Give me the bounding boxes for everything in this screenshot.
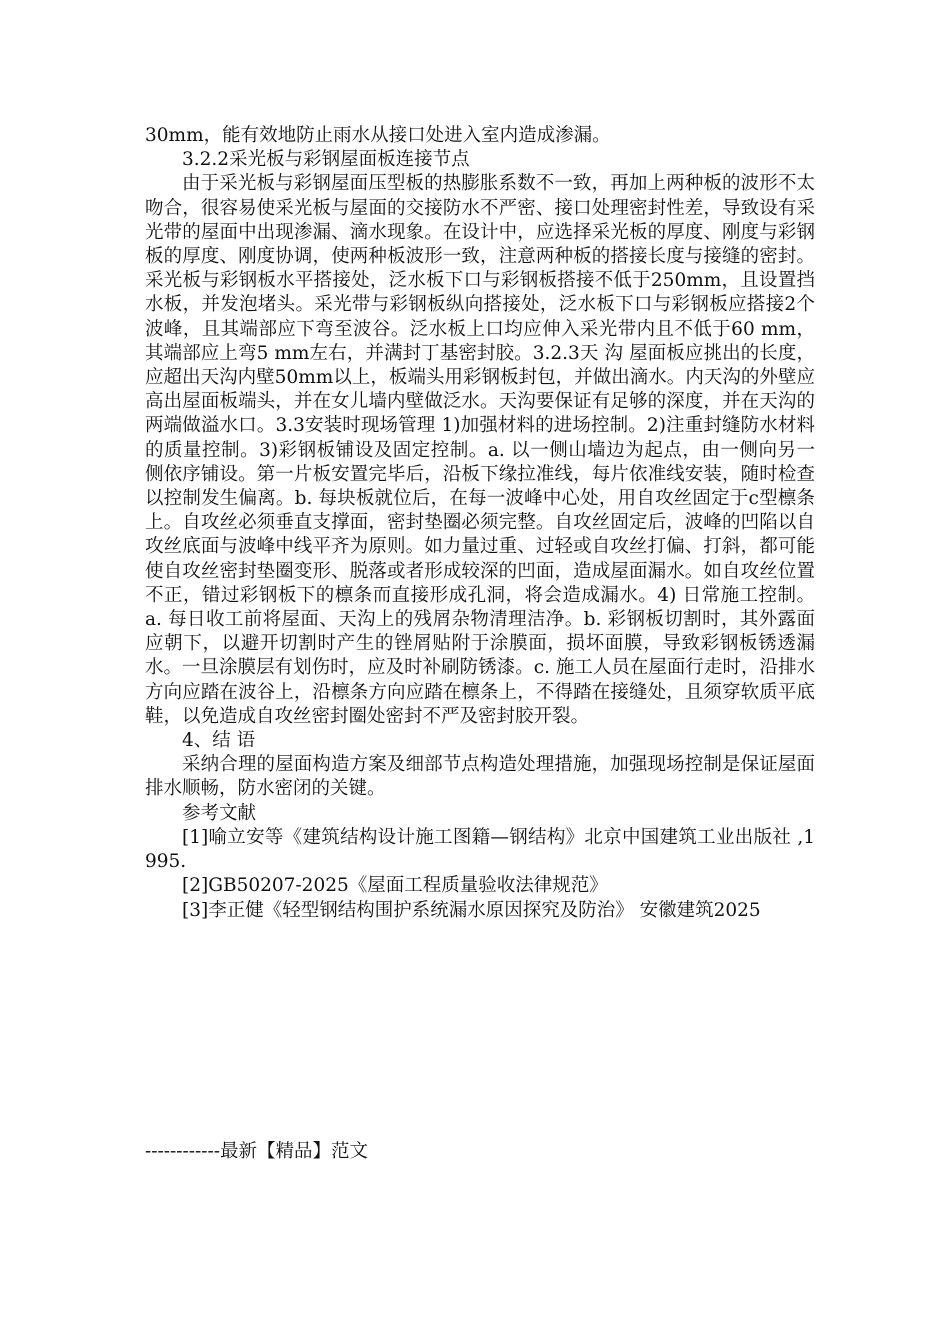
section-heading-conclusion: 4、结 语 bbox=[182, 730, 256, 752]
document-body bbox=[145, 124, 815, 923]
paragraph-main-body: 由于采光板与彩钢屋面压型板的热膨胀系数不一致，再加上两种板的波形不太吻合，很容易使采光板与屋面的交接防水不严密、接口处理密封性差，导致设有采光带的屋面中出现渗漏、滴水现象。在设计中，应选择采光板的厚度、刚度与彩钢板的厚度、刚度协调，使两种板波形一致，注意两种板的搭接长度与接缝的密封。采光板与彩钢板水平搭接处，泛水板下口与彩钢板搭接不低于250mm，且设置挡水板，并发泡堵头。采光带与彩钢板纵向搭接处，泛水板下口与彩钢板应搭接2个波峰，且其端部应下弯至波谷。泛水板上口均应伸入采光带内且不低于60 mm，其端部应上弯5 mm左右，并满封丁基密封胶。3.2.3天 沟 屋面板应挑出的长度，应超出天沟内壁50mm以上，板端头用彩钢板封包，并做出滴水。内天沟的外壁应高出屋面板端头，并在女儿墙内壁做泛水。天沟要保证有足够的深度，并在天沟的两端做溢水口。3.3安装时现场管理 1)加强材料的进场控制。2)注重封缝防水材料的质量控制。3)彩钢板铺设及固定控制。a. 以一侧山墙边为起点，由一侧向另一侧依序铺设。第一片板安置完毕后，沿板下缘拉准线，每片依准线安装，随时检查以控制发生偏离。b. 每块板就位后，在每一波峰中心处，用自攻丝固定于c型檩条上。自攻丝必须垂直支撑面，密封垫圈必须完整。自攻丝固定后，波峰的凹陷以自攻丝底面与波峰中线平齐为原则。如力量过重、过轻或自攻丝打偏、打斜，都可能使自攻丝密封垫圈变形、脱落或者形成较深的凹面，造成屋面漏水。如自攻丝位置不正，错过彩钢板下的檩条而直接形成孔洞，将会造成漏水。4) 日常施工控制。a. 每日收工前将屋面、天沟上的残屑杂物清理洁净。b. 彩钢板切割时，其外露面应朝下，以避开切割时产生的锉屑贴附于涂膜面，损坏面膜，导致彩钢板锈透漏水。一旦涂膜层有划伤时，应及时补刷防锈漆。c. 施工人员在屋面行走时，沿排水方向应踏在波谷上，沿檩条方向应踏在檩条上，不得踏在接缝处，且须穿软质平底鞋，以免造成自攻丝密封圈处密封不严及密封胶开裂。 bbox=[145, 173, 815, 727]
paragraph-conclusion: 采纳合理的屋面构造方案及细部节点构造处理措施，加强现场控制是保证屋面排水顺畅，防水密闭的关键。 bbox=[145, 754, 815, 800]
reference-item-1: [1]喻立安等《建筑结构设计施工图籍—钢结构》北京中国建筑工业出版社 ,1995. bbox=[145, 826, 815, 873]
paragraph-continuation: 30mm，能有效地防止雨水从接口处进入室内造成渗漏。 bbox=[145, 125, 611, 146]
reference-item-3: [3]李正健《轻型钢结构围护系统漏水原因探究及防治》 安徽建筑2025 bbox=[182, 899, 761, 921]
footer-text: ------------最新【精品】范文 bbox=[145, 1141, 369, 1162]
reference-item-2: [2]GB50207-2025《屋面工程质量验收法律规范》 bbox=[182, 875, 608, 897]
references-heading: 参考文献 bbox=[182, 802, 257, 824]
section-heading-3-2-2: 3.2.2采光板与彩钢屋面板连接节点 bbox=[182, 149, 470, 171]
